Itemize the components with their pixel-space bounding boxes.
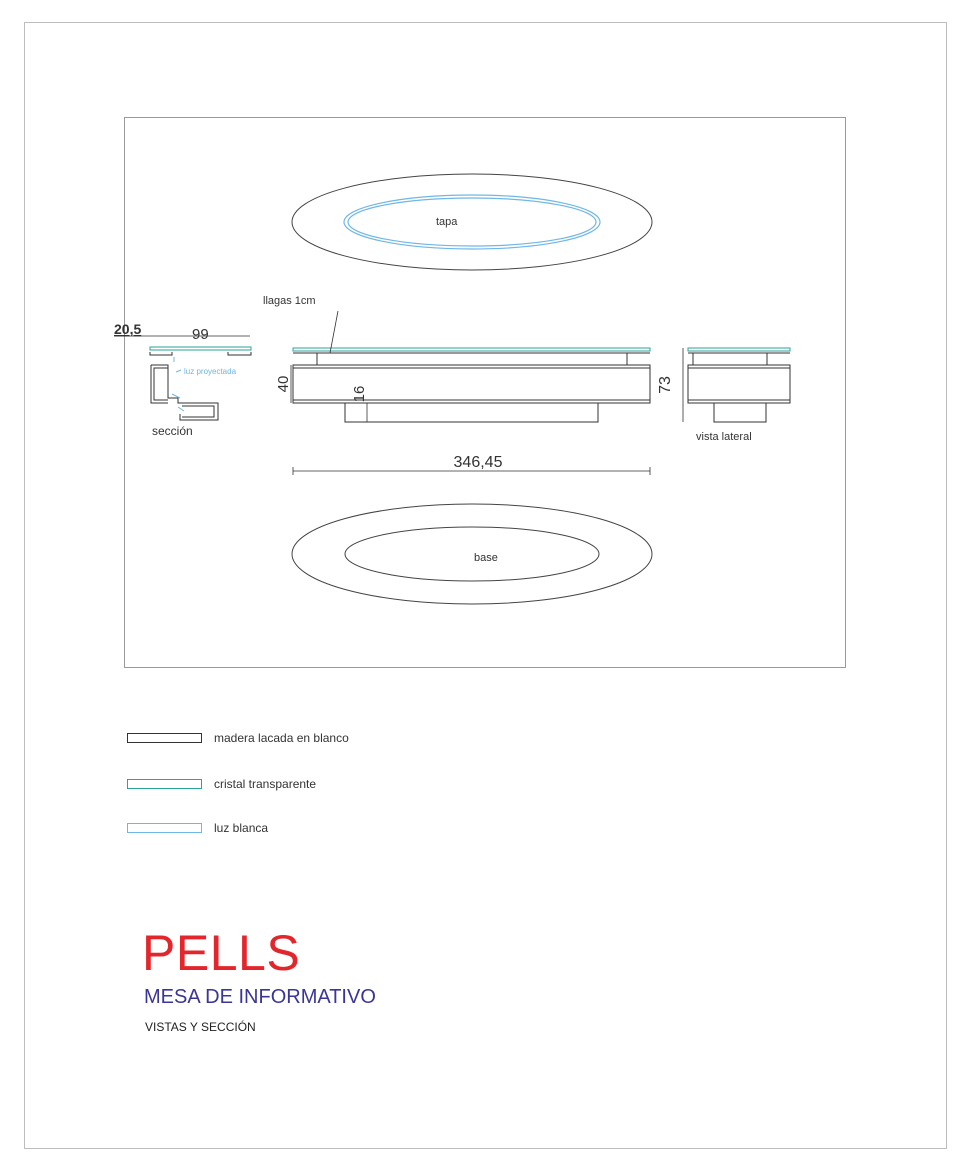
- section-label: sección: [152, 424, 193, 438]
- top-view: [292, 174, 652, 270]
- length-dim: 346,45: [453, 454, 503, 471]
- section-detail: [114, 321, 251, 438]
- bottom-view-label: base: [474, 552, 498, 564]
- light-label: luz proyectada: [184, 367, 237, 376]
- bottom-view: [292, 504, 652, 604]
- section-offset-dim: 20,5: [114, 321, 142, 337]
- front-elevation: [263, 295, 650, 475]
- drawing-frame: [125, 118, 846, 668]
- legend-label-wood: madera lacada en blanco: [214, 731, 349, 745]
- body-height-dim: 40: [275, 375, 292, 393]
- side-view-label: vista lateral: [696, 431, 752, 443]
- brand-title: PELLS: [142, 925, 301, 981]
- legend-swatch-glass: [127, 779, 202, 789]
- top-view-label: tapa: [436, 216, 458, 228]
- sheet-subtitle: VISTAS Y SECCIÓN: [145, 1020, 256, 1034]
- legend-swatch-wood: [127, 733, 202, 743]
- section-width-dim: 99: [192, 326, 209, 343]
- side-view: [657, 348, 790, 443]
- legend-label-light: luz blanca: [214, 821, 269, 835]
- base-height-dim: 16: [351, 385, 368, 403]
- joint-label: llagas 1cm: [263, 295, 316, 307]
- legend-swatch-light: [127, 823, 202, 833]
- project-title: MESA DE INFORMATIVO: [144, 986, 376, 1008]
- total-height-dim: 73: [657, 376, 674, 394]
- legend-label-glass: cristal transparente: [214, 777, 317, 791]
